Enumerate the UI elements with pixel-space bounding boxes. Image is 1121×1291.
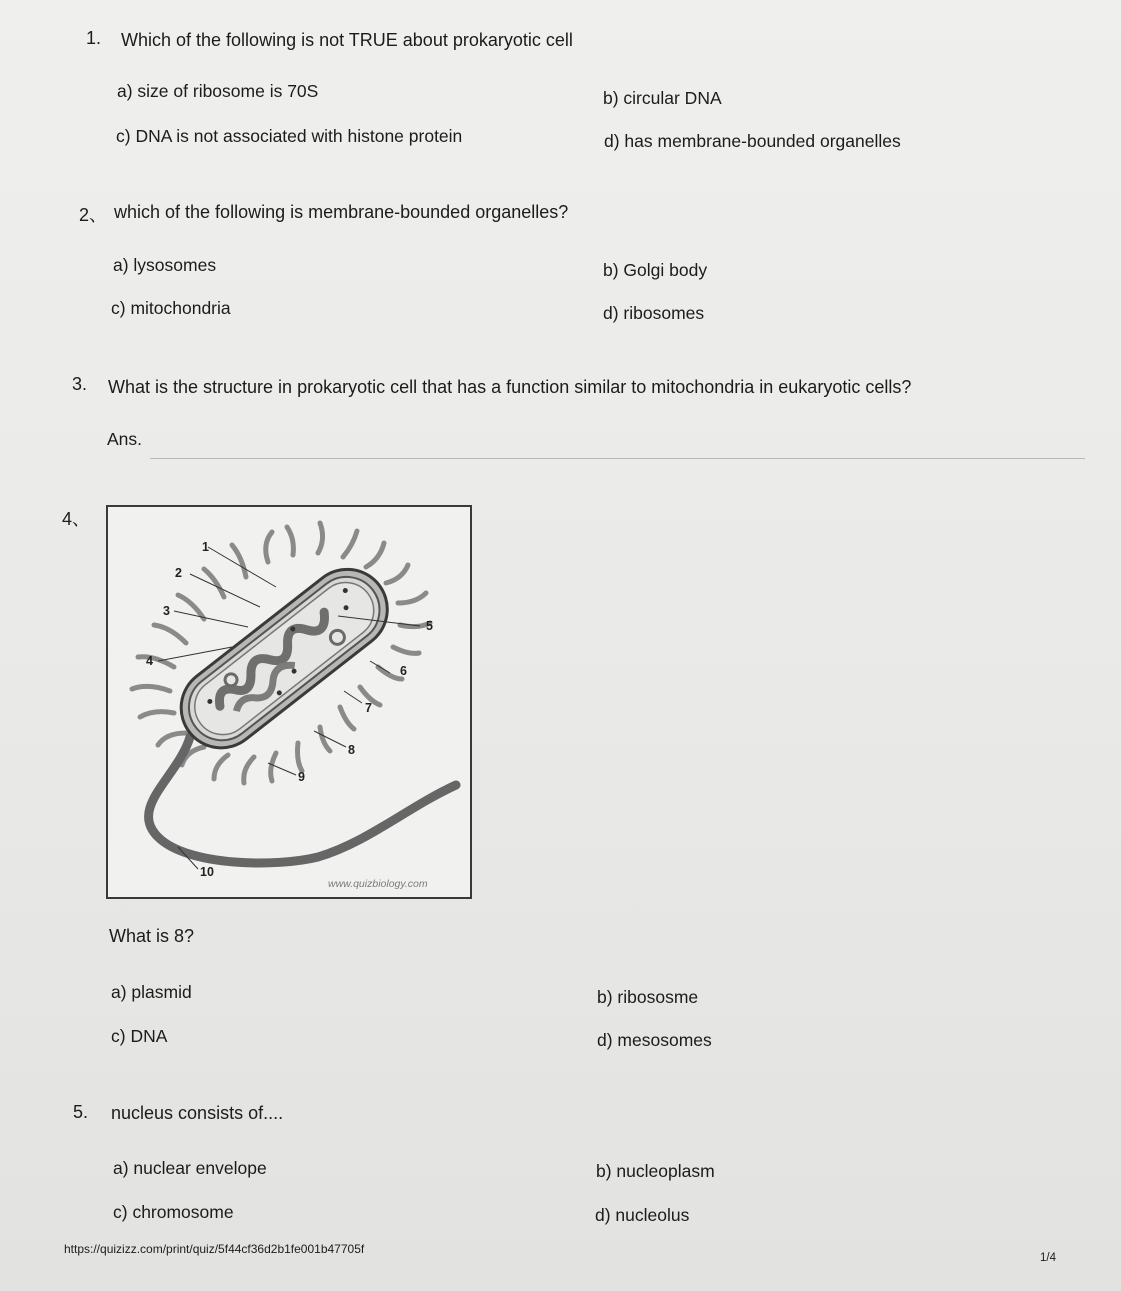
flagellum [149, 737, 456, 863]
q4-number: 4、 [62, 509, 91, 529]
q1-option-d: d) has membrane-bounded organelles [604, 131, 901, 151]
q3-ans-label: Ans. [107, 429, 143, 449]
q1-option-b: b) circular DNA [603, 88, 722, 108]
label-3: 3 [163, 604, 170, 618]
answer-line [150, 458, 1085, 459]
q2-option-a: a) lysosomes [113, 255, 217, 275]
label-6: 6 [400, 664, 407, 678]
label-10: 10 [200, 865, 214, 879]
label-9: 9 [298, 770, 305, 784]
label-5: 5 [426, 619, 433, 633]
page-number: 1/4 [1040, 1252, 1056, 1264]
label-8: 8 [348, 743, 355, 757]
bacterium-diagram [106, 505, 472, 899]
bacterium-illustration [108, 507, 470, 897]
watermark: www.quizbiology.com [328, 878, 428, 890]
q2-number: 2、 [79, 205, 108, 225]
q1-number: 1. [86, 28, 102, 48]
q1-option-c: c) DNA is not associated with histone protein [116, 126, 463, 146]
q5-option-b: b) nucleoplasm [596, 1161, 715, 1181]
q2-option-c: c) mitochondria [111, 298, 231, 318]
q2-option-d: d) ribosomes [603, 303, 705, 323]
q3-text: What is the structure in prokaryotic cell that has a function similar to mitochondria in eukaryotic cells? [108, 377, 912, 397]
q5-option-d: d) nucleolus [595, 1205, 690, 1225]
q2-text: which of the following is membrane-bounded organelles? [114, 202, 569, 222]
q4-option-d: d) mesosomes [597, 1030, 712, 1050]
q1-option-a: a) size of ribosome is 70S [117, 81, 319, 101]
q2-option-b: b) Golgi body [603, 260, 708, 280]
cell-body [165, 553, 403, 764]
label-1: 1 [202, 540, 209, 554]
label-4: 4 [146, 654, 153, 668]
q5-text: nucleus consists of.... [111, 1103, 284, 1123]
q4-option-b: b) ribososme [597, 987, 699, 1007]
q4-option-a: a) plasmid [111, 982, 192, 1002]
label-7: 7 [365, 701, 372, 715]
label-2: 2 [175, 566, 182, 580]
q5-option-a: a) nuclear envelope [113, 1158, 267, 1178]
q5-option-c: c) chromosome [113, 1202, 234, 1222]
q1-text: Which of the following is not TRUE about prokaryotic cell [121, 30, 573, 50]
q4-text: What is 8? [109, 926, 195, 946]
q5-number: 5. [73, 1102, 89, 1122]
q3-number: 3. [72, 374, 88, 394]
footer-url: https://quizizz.com/print/quiz/5f44cf36d2b1fe001b47705f [64, 1242, 365, 1256]
q4-option-c: c) DNA [111, 1026, 168, 1046]
